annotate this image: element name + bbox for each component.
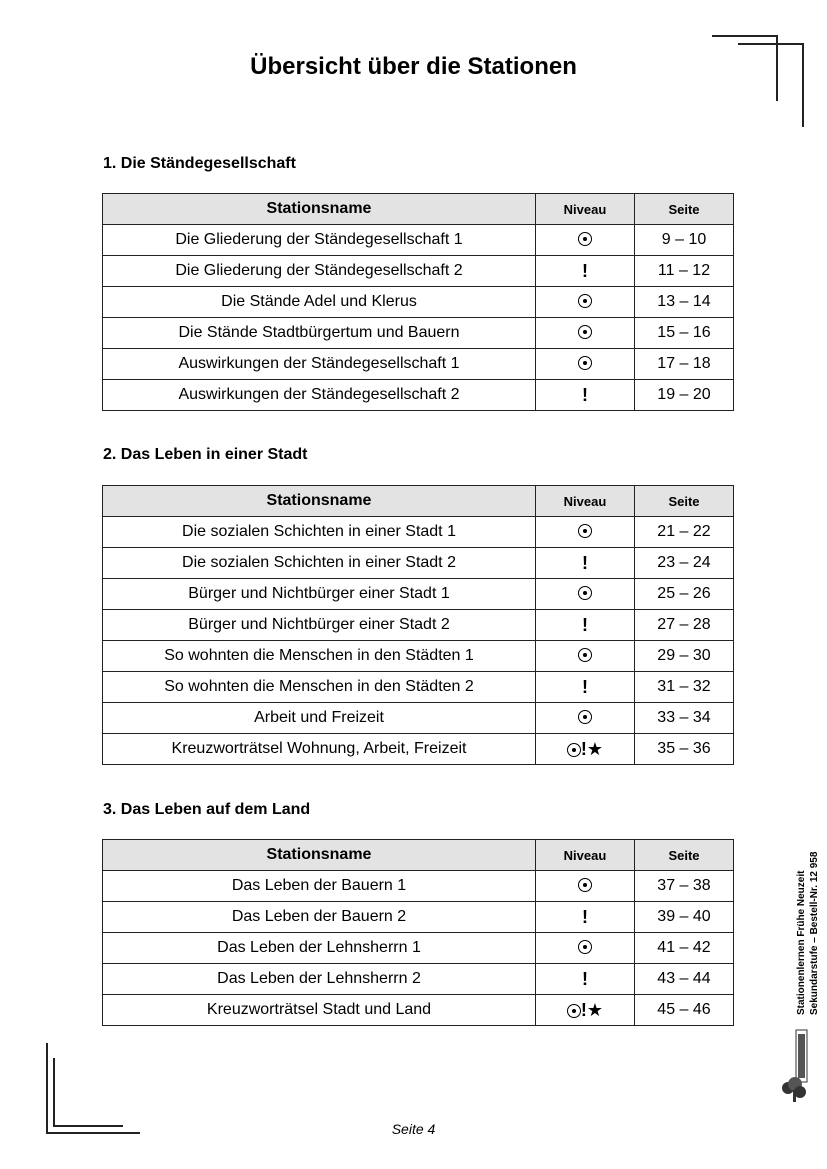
column-header-name: Stationsname [103,486,536,517]
table-row [103,964,734,995]
target-icon [578,648,592,662]
station-pages: 25 – 26 [635,579,734,610]
table-row [103,517,734,548]
stations-table [102,193,734,411]
station-pages: 9 – 10 [635,225,734,256]
station-pages: 45 – 46 [635,995,734,1026]
station-name: Das Leben der Lehnsherrn 1 [103,933,536,964]
station-name: Die sozialen Schichten in einer Stadt 2 [103,548,536,579]
station-level [536,349,635,380]
exclamation-icon: ! [580,738,587,759]
station-level [536,871,635,902]
station-pages: 41 – 42 [635,933,734,964]
table-row [103,349,734,380]
target-icon [578,940,592,954]
target-icon [578,356,592,370]
target-icon [578,878,592,892]
station-name: Die Gliederung der Ständegesellschaft 1 [103,225,536,256]
table-header-row [103,840,734,871]
table-header-row [103,194,734,225]
exclamation-icon: ! [582,906,588,927]
star-icon: ★ [586,999,604,1020]
table-row [103,380,734,411]
station-name: Die Stände Stadtbürgertum und Bauern [103,318,536,349]
table-row [103,871,734,902]
column-header-page: Seite [635,486,734,517]
station-level [536,933,635,964]
side-text-line: Sekundarstufe – Bestell-Nr. 12 958 [809,851,820,1015]
side-text-line: Stationenlernen Frühe Neuzeit [796,870,807,1015]
station-level [536,641,635,672]
column-header-level: Niveau [536,486,635,517]
target-icon [567,743,581,757]
corner-frame-inner [53,1058,123,1127]
station-level [536,902,635,933]
column-header-level: Niveau [536,194,635,225]
station-name: So wohnten die Menschen in den Städten 2 [103,672,536,703]
target-icon [578,710,592,724]
page-number: Seite 4 [391,1121,436,1137]
station-name: Auswirkungen der Ständegesellschaft 1 [103,349,536,380]
station-name: Arbeit und Freizeit [103,703,536,734]
station-pages: 19 – 20 [635,380,734,411]
target-icon [578,294,592,308]
station-level [536,256,635,287]
table-row [103,734,734,765]
table-row [103,548,734,579]
exclamation-icon: ! [582,260,588,281]
station-level [536,225,635,256]
station-level [536,995,635,1026]
publisher-side-text [795,852,821,1015]
station-name: Kreuzworträtsel Stadt und Land [103,995,536,1026]
station-pages: 15 – 16 [635,318,734,349]
station-level [536,610,635,641]
station-name: Kreuzworträtsel Wohnung, Arbeit, Freizeit [103,734,536,765]
exclamation-icon: ! [582,384,588,405]
station-pages: 43 – 44 [635,964,734,995]
target-icon [578,586,592,600]
station-name: Bürger und Nichtbürger einer Stadt 1 [103,579,536,610]
section-heading: 2. Das Leben in einer Stadt [103,446,308,463]
station-name: Die sozialen Schichten in einer Stadt 1 [103,517,536,548]
station-pages: 33 – 34 [635,703,734,734]
column-header-level: Niveau [536,840,635,871]
star-icon: ★ [586,738,604,759]
station-level [536,672,635,703]
station-level [536,703,635,734]
section-heading: 1. Die Ständegesellschaft [103,155,296,172]
table-row [103,287,734,318]
station-pages: 39 – 40 [635,902,734,933]
table-row [103,933,734,964]
station-level [536,734,635,765]
station-level [536,964,635,995]
table-row [103,703,734,734]
stations-table [102,485,734,765]
station-name: Die Gliederung der Ständegesellschaft 2 [103,256,536,287]
station-pages: 23 – 24 [635,548,734,579]
column-header-name: Stationsname [103,194,536,225]
station-level [536,517,635,548]
table-row [103,610,734,641]
table-row [103,579,734,610]
station-level [536,318,635,349]
table-row [103,318,734,349]
station-name: Das Leben der Bauern 1 [103,871,536,902]
station-pages: 35 – 36 [635,734,734,765]
station-pages: 31 – 32 [635,672,734,703]
station-pages: 37 – 38 [635,871,734,902]
station-pages: 27 – 28 [635,610,734,641]
station-name: So wohnten die Menschen in den Städten 1 [103,641,536,672]
column-header-page: Seite [635,840,734,871]
section-heading: 3. Das Leben auf dem Land [103,801,311,818]
station-name: Die Stände Adel und Klerus [103,287,536,318]
column-header-page: Seite [635,194,734,225]
station-pages: 11 – 12 [635,256,734,287]
station-name: Auswirkungen der Ständegesellschaft 2 [103,380,536,411]
target-icon [578,325,592,339]
station-pages: 21 – 22 [635,517,734,548]
table-row [103,641,734,672]
station-level [536,548,635,579]
target-icon [578,232,592,246]
target-icon [567,1004,581,1018]
station-pages: 13 – 14 [635,287,734,318]
station-pages: 29 – 30 [635,641,734,672]
station-name: Das Leben der Lehnsherrn 2 [103,964,536,995]
exclamation-icon: ! [582,552,588,573]
column-header-name: Stationsname [103,840,536,871]
station-level [536,287,635,318]
page-title: Übersicht über die Stationen [250,53,577,80]
exclamation-icon: ! [582,968,588,989]
table-row [103,995,734,1026]
station-level [536,579,635,610]
station-level [536,380,635,411]
exclamation-icon: ! [582,676,588,697]
table-header-row [103,486,734,517]
table-row [103,902,734,933]
station-name: Das Leben der Bauern 2 [103,902,536,933]
station-name: Bürger und Nichtbürger einer Stadt 2 [103,610,536,641]
exclamation-icon: ! [582,614,588,635]
publisher-logo [778,1028,812,1104]
stations-table [102,839,734,1026]
table-row [103,225,734,256]
table-row [103,672,734,703]
target-icon [578,524,592,538]
table-row [103,256,734,287]
exclamation-icon: ! [580,999,587,1020]
station-pages: 17 – 18 [635,349,734,380]
